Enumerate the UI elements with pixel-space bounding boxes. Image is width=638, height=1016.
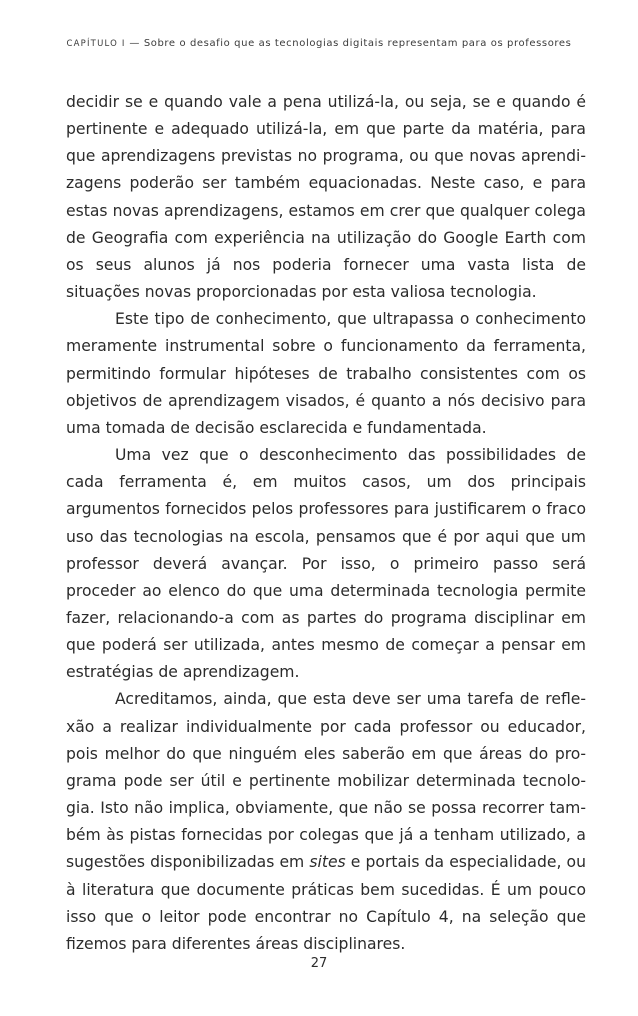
paragraph-4-part-1: Acreditamos, ainda, que esta deve ser uma tarefa de reflexão a realizar individualmente por cada professor ou educador, pois melhor do que ninguém eles saberão em que áreas do programa pode ser útil e pertinente mobilizar determinada tecnologia. Isto não implica, obviamente, que não se possa recorrer também às pistas fornecidas por colegas que já a tenham utilizado, a sugestões disponibilizadas em — [66, 690, 586, 872]
page-number: 27 — [310, 956, 328, 971]
header-separator: — — [125, 38, 144, 49]
paragraph-4 — [66, 686, 586, 958]
paragraph-3: Uma vez que o desconhecimento das possibilidades de cada ferramenta é, em muitos casos, um dos principais argumentos fornecidos pelos professores para justificarem o fraco uso das tecnologias na escola, pensamos que é por aqui que um professor deverá avançar. Por isso, o primeiro passo será proceder ao elenco do que uma determinada tecnologia permite fazer, relacionando-a com as partes do programa disciplinar em que poderá ser utilizada, antes mesmo de começar a pensar em estratégias de aprendizagem. — [66, 446, 586, 682]
running-header — [0, 38, 638, 49]
body-text — [66, 89, 586, 958]
paragraph-2: Este tipo de conhecimento, que ultrapassa o conhecimento meramente instrumental sobre o funcionamento da ferramenta, permitindo formular hipóteses de trabalho consistentes com os objetivos de aprendizagem visados, é quanto a nós decisivo para uma tomada de decisão esclarecida e fundamentada. — [66, 310, 586, 437]
chapter-label: CAPÍTULO I — [66, 39, 126, 49]
paragraph-1: decidir se e quando vale a pena utilizá-la, ou seja, se e quando é pertinente e adequado utilizá-la, em que parte da matéria, para que aprendizagens previstas no programa, ou que novas aprendizagens poderão ser também equacionadas. Neste caso, e para estas novas aprendizagens, estamos em crer que qualquer colega de Geografia com experiência na utilização do Google Earth com os seus alunos já nos poderia fornecer uma vasta lista de situações novas proporcionadas por esta valiosa tecnologia. — [66, 93, 586, 302]
paragraph-4-part-2: e portais da especialidade, ou à literatura que documente práticas bem sucedidas. É um pouco isso que o leitor pode encontrar no Capítulo 4, na seleção que fizemos para diferentes áreas disciplinares. — [66, 853, 586, 953]
sites-emphasis: sites — [309, 853, 346, 872]
chapter-title: Sobre o desafio que as tecnologias digitais representam para os professores — [143, 38, 572, 49]
